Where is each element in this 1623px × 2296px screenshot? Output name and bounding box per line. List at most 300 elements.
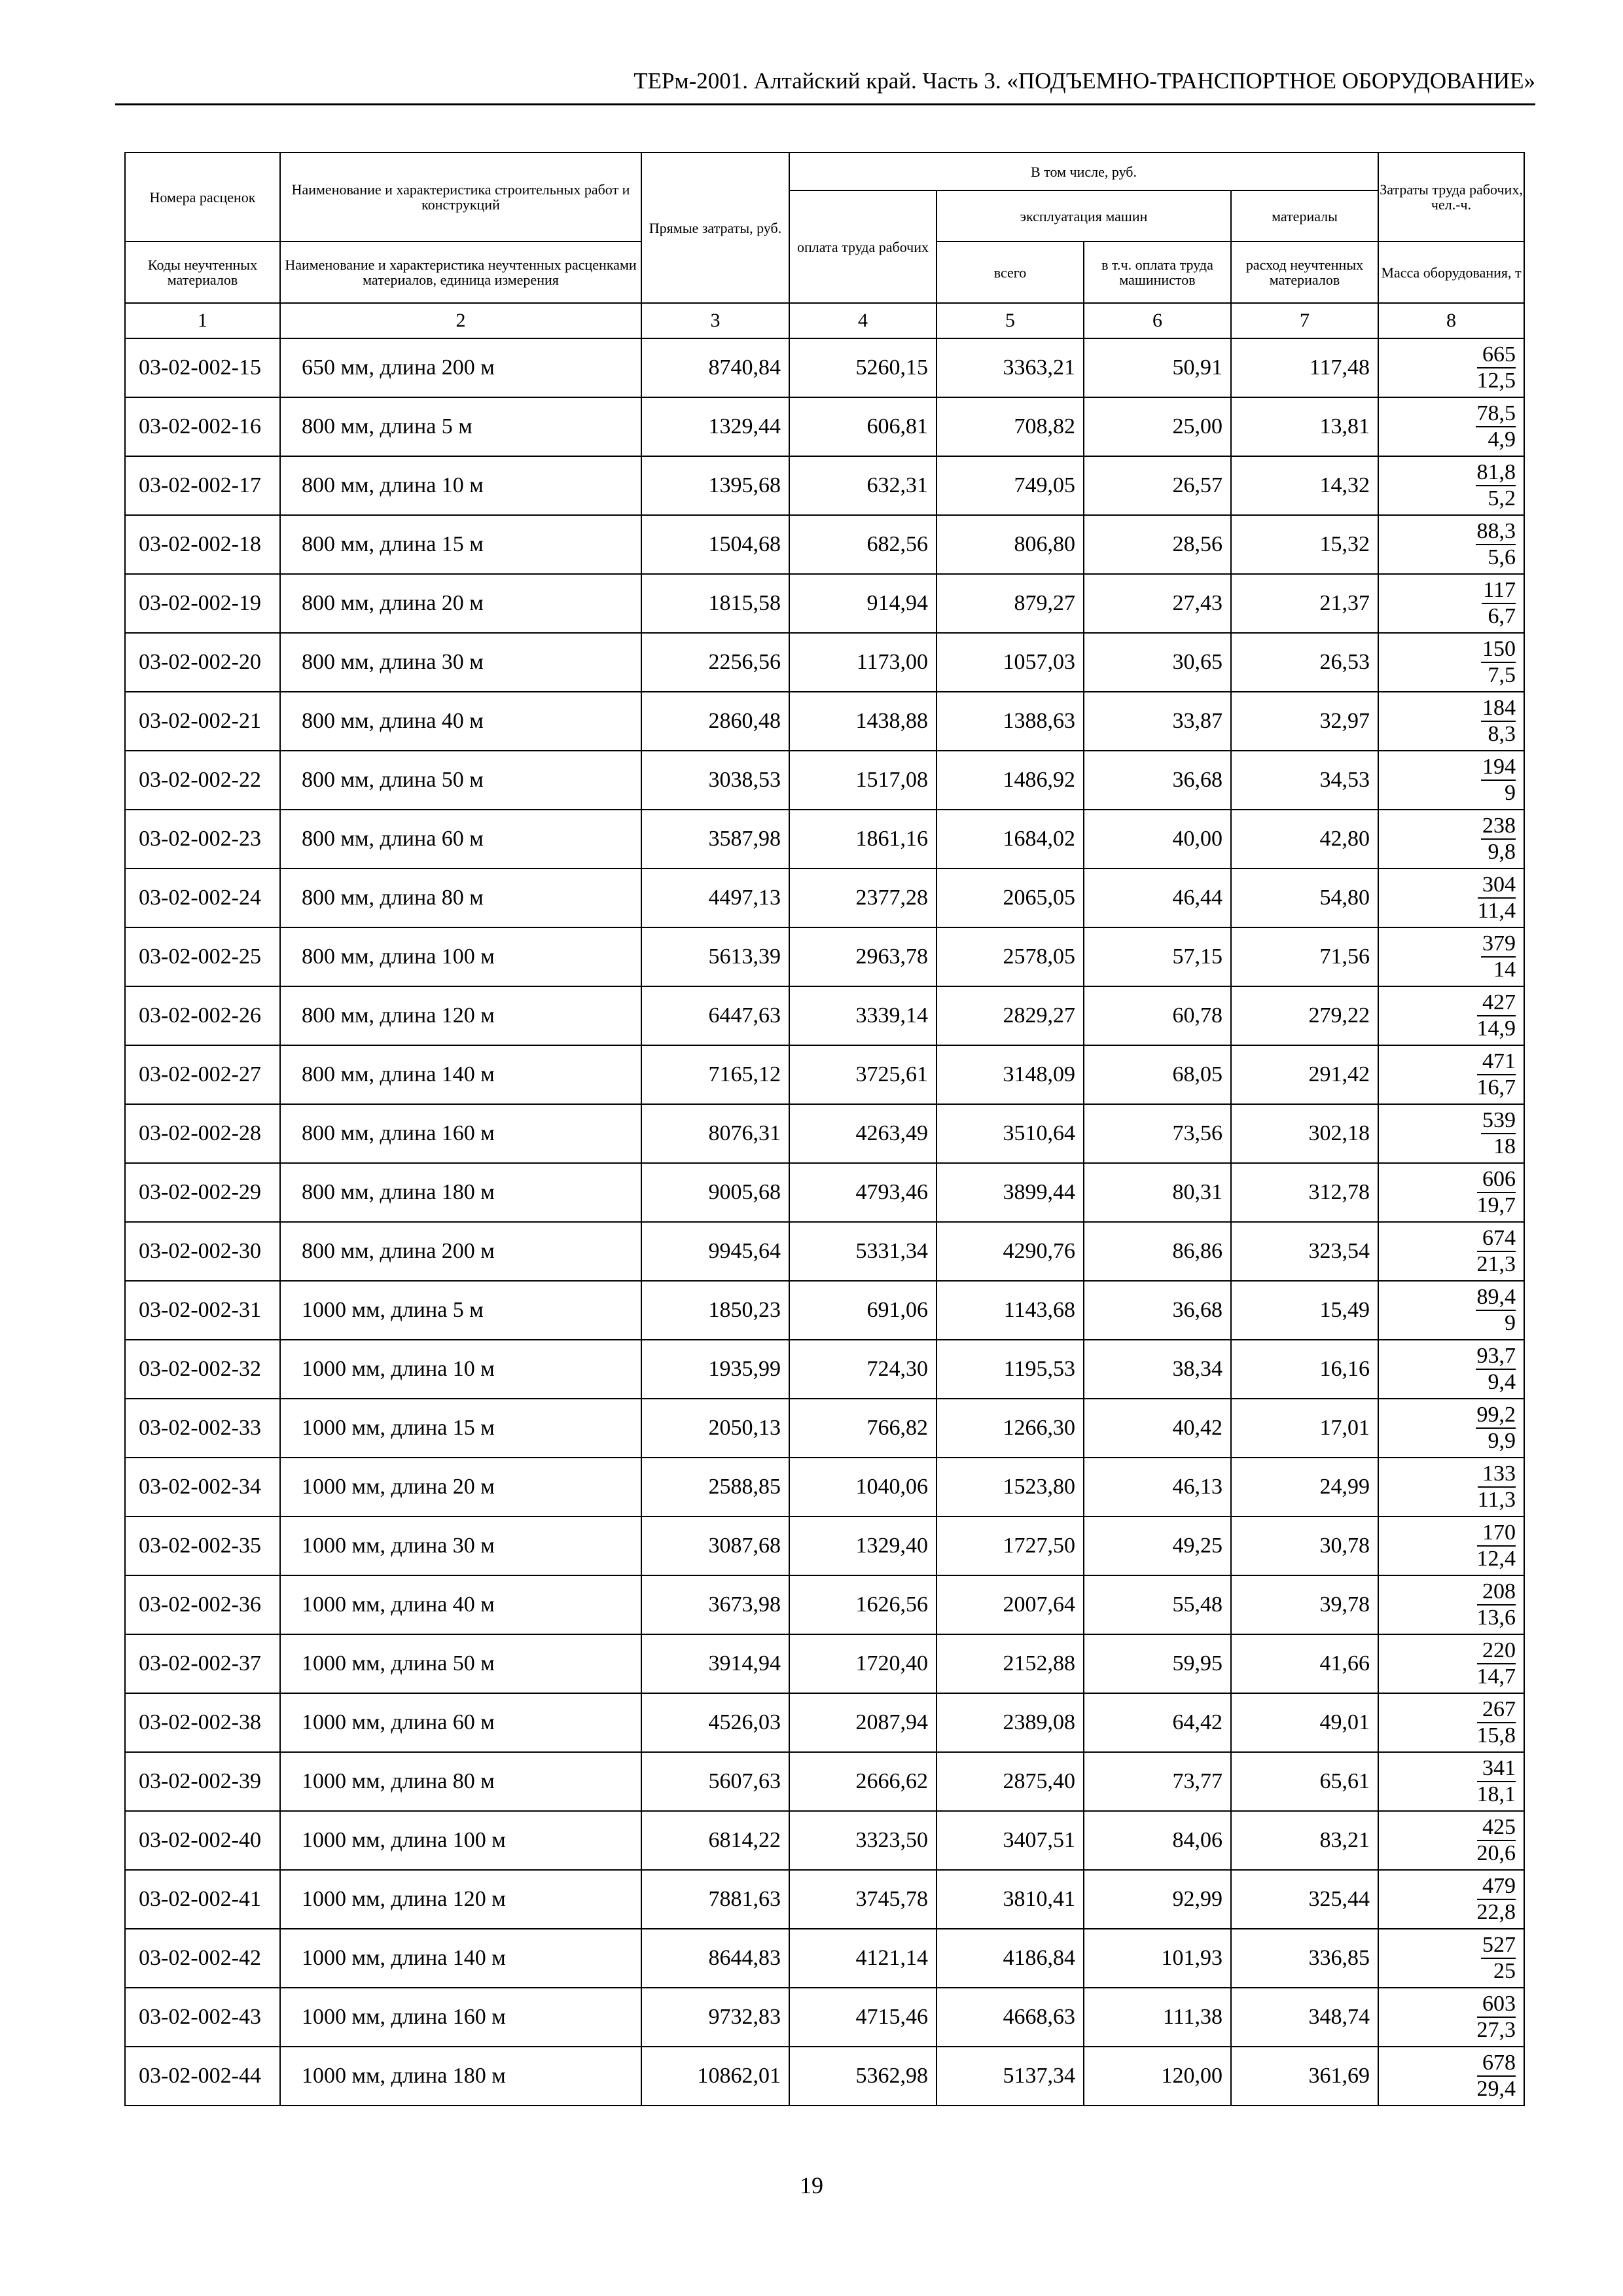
machines-total-cell: 3810,41 [936,1870,1084,1929]
operator-wages-cell: 33,87 [1084,692,1231,751]
direct-costs-cell: 1329,44 [641,397,789,456]
worker-wages-cell: 3339,14 [789,986,936,1045]
equipment-mass-value: 14,7 [1476,1664,1516,1689]
machines-total-cell: 2578,05 [936,927,1084,986]
header-unaccounted-materials: расход неучтенных материалов [1231,242,1378,303]
description-cell: 800 мм, длина 40 м [280,692,641,751]
equipment-mass-value: 16,7 [1476,1075,1516,1100]
table-row [125,2047,1524,2106]
equipment-mass-value: 5,2 [1488,486,1516,511]
labor-hours-value: 606 [1477,1167,1516,1193]
fraction-value [1477,1697,1516,1748]
worker-wages-cell: 632,31 [789,456,936,515]
labor-hours-value: 678 [1477,2051,1516,2077]
description-cell: 650 мм, длина 200 м [280,338,641,397]
materials-cell: 13,81 [1231,397,1378,456]
table-row [125,1870,1524,1929]
direct-costs-cell: 1850,23 [641,1281,789,1340]
direct-costs-cell: 9005,68 [641,1163,789,1222]
table-row [125,1281,1524,1340]
labor-hours-mass-cell [1378,1870,1524,1929]
operator-wages-cell: 27,43 [1084,574,1231,633]
labor-hours-value: 78,5 [1476,401,1516,427]
description-cell: 800 мм, длина 15 м [280,515,641,574]
direct-costs-cell: 8740,84 [641,338,789,397]
direct-costs-cell: 3587,98 [641,810,789,869]
machines-total-cell: 708,82 [936,397,1084,456]
materials-cell: 117,48 [1231,338,1378,397]
equipment-mass-value: 29,4 [1476,2077,1516,2101]
equipment-mass-value: 27,3 [1476,2018,1516,2042]
fraction-value [1481,931,1516,982]
table-row [125,456,1524,515]
equipment-mass-value: 11,4 [1477,899,1516,923]
equipment-mass-value: 9,4 [1488,1370,1516,1394]
description-cell: 1000 мм, длина 50 м [280,1634,641,1693]
machines-total-cell: 3510,64 [936,1104,1084,1163]
fraction-value [1477,1579,1516,1630]
labor-hours-mass-cell [1378,1281,1524,1340]
direct-costs-cell: 7165,12 [641,1045,789,1104]
column-number: 7 [1231,303,1378,338]
rate-code-cell: 03-02-002-33 [125,1399,280,1458]
direct-costs-cell: 2256,56 [641,633,789,692]
materials-cell: 24,99 [1231,1458,1378,1516]
operator-wages-cell: 46,44 [1084,869,1231,927]
operator-wages-cell: 38,34 [1084,1340,1231,1399]
header-including-group: В том числе, руб. [789,152,1378,190]
direct-costs-cell: 10862,01 [641,2047,789,2106]
description-cell: 1000 мм, длина 160 м [280,1988,641,2047]
materials-cell: 32,97 [1231,692,1378,751]
materials-cell: 21,37 [1231,574,1378,633]
description-cell: 800 мм, длина 60 м [280,810,641,869]
fraction-value [1477,1049,1516,1100]
table-row [125,1811,1524,1870]
equipment-mass-value: 15,8 [1476,1723,1516,1748]
equipment-mass-value: 9 [1505,781,1516,805]
table-row [125,1634,1524,1693]
table-row [125,515,1524,574]
table-row [125,1575,1524,1634]
rate-code-cell: 03-02-002-19 [125,574,280,633]
worker-wages-cell: 1173,00 [789,633,936,692]
labor-hours-value: 150 [1481,637,1516,663]
equipment-mass-value: 22,8 [1476,1900,1516,1924]
header-direct-costs: Прямые затраты, руб. [641,152,789,303]
machines-total-cell: 5137,34 [936,2047,1084,2106]
column-number: 3 [641,303,789,338]
materials-cell: 291,42 [1231,1045,1378,1104]
direct-costs-cell: 1395,68 [641,456,789,515]
table-row [125,633,1524,692]
rate-code-cell: 03-02-002-39 [125,1752,280,1811]
machines-total-cell: 2389,08 [936,1693,1084,1752]
fraction-value [1476,1285,1516,1336]
equipment-mass-value: 18 [1493,1134,1516,1158]
equipment-mass-value: 9,9 [1488,1429,1516,1453]
direct-costs-cell: 2860,48 [641,692,789,751]
column-number: 4 [789,303,936,338]
description-cell: 1000 мм, длина 120 м [280,1870,641,1929]
rate-code-cell: 03-02-002-43 [125,1988,280,2047]
header-materials: материалы [1231,190,1378,242]
operator-wages-cell: 55,48 [1084,1575,1231,1634]
labor-hours-value: 304 [1478,872,1516,899]
operator-wages-cell: 80,31 [1084,1163,1231,1222]
materials-cell: 323,54 [1231,1222,1378,1281]
worker-wages-cell: 4715,46 [789,1988,936,2047]
worker-wages-cell: 724,30 [789,1340,936,1399]
header-machine-operation: эксплуатация машин [936,190,1231,242]
direct-costs-cell: 2050,13 [641,1399,789,1458]
operator-wages-cell: 36,68 [1084,1281,1231,1340]
operator-wages-cell: 86,86 [1084,1222,1231,1281]
direct-costs-cell: 5613,39 [641,927,789,986]
worker-wages-cell: 1861,16 [789,810,936,869]
materials-cell: 361,69 [1231,2047,1378,2106]
direct-costs-cell: 1815,58 [641,574,789,633]
header-work-description: Наименование и характеристика строительных работ и конструкций [280,152,641,242]
equipment-mass-value: 20,6 [1476,1841,1516,1865]
table-row [125,1340,1524,1399]
rate-code-cell: 03-02-002-21 [125,692,280,751]
rate-code-cell: 03-02-002-20 [125,633,280,692]
rate-code-cell: 03-02-002-40 [125,1811,280,1870]
fraction-value [1481,637,1516,688]
table-body [125,338,1524,2106]
direct-costs-cell: 3087,68 [641,1516,789,1575]
fraction-value [1476,1403,1516,1454]
materials-cell: 312,78 [1231,1163,1378,1222]
materials-cell: 83,21 [1231,1811,1378,1870]
table-row [125,751,1524,810]
direct-costs-cell: 8644,83 [641,1929,789,1988]
table-row [125,1163,1524,1222]
materials-cell: 15,49 [1231,1281,1378,1340]
operator-wages-cell: 30,65 [1084,633,1231,692]
description-cell: 800 мм, длина 160 м [280,1104,641,1163]
worker-wages-cell: 1720,40 [789,1634,936,1693]
column-number: 6 [1084,303,1231,338]
worker-wages-cell: 691,06 [789,1281,936,1340]
labor-hours-mass-cell [1378,1752,1524,1811]
operator-wages-cell: 111,38 [1084,1988,1231,2047]
rate-code-cell: 03-02-002-17 [125,456,280,515]
labor-hours-value: 194 [1481,755,1516,781]
table-row [125,1988,1524,2047]
rate-code-cell: 03-02-002-25 [125,927,280,986]
labor-hours-mass-cell [1378,2047,1524,2106]
materials-cell: 71,56 [1231,927,1378,986]
labor-hours-value: 479 [1477,1874,1516,1900]
operator-wages-cell: 28,56 [1084,515,1231,574]
labor-hours-mass-cell [1378,1340,1524,1399]
description-cell: 800 мм, длина 10 м [280,456,641,515]
description-cell: 1000 мм, длина 80 м [280,1752,641,1811]
equipment-mass-value: 14,9 [1476,1016,1516,1041]
machines-total-cell: 1486,92 [936,751,1084,810]
description-cell: 800 мм, длина 50 м [280,751,641,810]
rate-code-cell: 03-02-002-15 [125,338,280,397]
labor-hours-mass-cell [1378,869,1524,927]
labor-hours-value: 674 [1477,1226,1516,1252]
rate-code-cell: 03-02-002-42 [125,1929,280,1988]
rate-code-cell: 03-02-002-38 [125,1693,280,1752]
labor-hours-mass-cell [1378,1516,1524,1575]
table-row [125,869,1524,927]
worker-wages-cell: 4121,14 [789,1929,936,1988]
worker-wages-cell: 3725,61 [789,1045,936,1104]
fraction-value [1477,1520,1516,1571]
machines-total-cell: 4186,84 [936,1929,1084,1988]
worker-wages-cell: 2377,28 [789,869,936,927]
labor-hours-mass-cell [1378,927,1524,986]
header-rate-numbers: Номера расценок [125,152,280,242]
materials-cell: 39,78 [1231,1575,1378,1634]
fraction-value [1481,1108,1516,1159]
operator-wages-cell: 92,99 [1084,1870,1231,1929]
header-operator-wages: в т.ч. оплата труда машинистов [1084,242,1231,303]
rate-code-cell: 03-02-002-24 [125,869,280,927]
labor-hours-value: 208 [1477,1579,1516,1605]
labor-hours-mass-cell [1378,692,1524,751]
table-row [125,692,1524,751]
labor-hours-mass-cell [1378,1104,1524,1163]
labor-hours-value: 665 [1477,342,1516,368]
direct-costs-cell: 1935,99 [641,1340,789,1399]
column-number: 5 [936,303,1084,338]
fraction-value [1477,1638,1516,1689]
table-row [125,927,1524,986]
labor-hours-mass-cell [1378,1811,1524,1870]
direct-costs-cell: 4526,03 [641,1693,789,1752]
labor-hours-value: 471 [1477,1049,1516,1075]
rate-code-cell: 03-02-002-23 [125,810,280,869]
description-cell: 800 мм, длина 20 м [280,574,641,633]
operator-wages-cell: 36,68 [1084,751,1231,810]
machines-total-cell: 1057,03 [936,633,1084,692]
operator-wages-cell: 49,25 [1084,1516,1231,1575]
fraction-value [1476,519,1516,570]
document-header-title: ТЕРм-2001. Алтайский край. Часть 3. «ПОДЪЕМНО-ТРАНСПОРТНОЕ ОБОРУДОВАНИЕ» [633,68,1535,94]
operator-wages-cell: 84,06 [1084,1811,1231,1870]
direct-costs-cell: 2588,85 [641,1458,789,1516]
machines-total-cell: 1684,02 [936,810,1084,869]
worker-wages-cell: 5362,98 [789,2047,936,2106]
labor-hours-value: 93,7 [1476,1344,1516,1370]
materials-cell: 65,61 [1231,1752,1378,1811]
column-number: 8 [1378,303,1524,338]
header-worker-wages: оплата труда рабочих [789,190,936,303]
equipment-mass-value: 9,8 [1488,840,1516,864]
labor-hours-mass-cell [1378,397,1524,456]
rate-code-cell: 03-02-002-22 [125,751,280,810]
machines-total-cell: 2065,05 [936,869,1084,927]
labor-hours-mass-cell [1378,1163,1524,1222]
fraction-value [1477,1167,1516,1218]
materials-cell: 279,22 [1231,986,1378,1045]
fraction-value [1476,401,1516,452]
equipment-mass-value: 9 [1505,1311,1516,1335]
operator-wages-cell: 64,42 [1084,1693,1231,1752]
direct-costs-cell: 9732,83 [641,1988,789,2047]
operator-wages-cell: 73,77 [1084,1752,1231,1811]
equipment-mass-value: 13,6 [1476,1605,1516,1630]
operator-wages-cell: 40,00 [1084,810,1231,869]
machines-total-cell: 1266,30 [936,1399,1084,1458]
materials-cell: 34,53 [1231,751,1378,810]
description-cell: 1000 мм, длина 180 м [280,2047,641,2106]
rate-code-cell: 03-02-002-28 [125,1104,280,1163]
fraction-value [1477,2051,1516,2102]
labor-hours-mass-cell [1378,810,1524,869]
equipment-mass-value: 25 [1493,1959,1516,1983]
machines-total-cell: 749,05 [936,456,1084,515]
labor-hours-mass-cell [1378,1575,1524,1634]
table-row [125,338,1524,397]
description-cell: 800 мм, длина 120 м [280,986,641,1045]
table-row [125,574,1524,633]
worker-wages-cell: 5260,15 [789,338,936,397]
description-cell: 1000 мм, длина 100 м [280,1811,641,1870]
direct-costs-cell: 5607,63 [641,1752,789,1811]
equipment-mass-value: 12,5 [1476,368,1516,393]
operator-wages-cell: 101,93 [1084,1929,1231,1988]
worker-wages-cell: 4793,46 [789,1163,936,1222]
labor-hours-value: 425 [1477,1815,1516,1841]
table-row [125,1693,1524,1752]
labor-hours-mass-cell [1378,1458,1524,1516]
labor-hours-value: 117 [1482,578,1516,604]
fraction-value [1481,1933,1516,1984]
materials-cell: 17,01 [1231,1399,1378,1458]
labor-hours-value: 238 [1481,814,1516,840]
description-cell: 800 мм, длина 100 м [280,927,641,986]
machines-total-cell: 2007,64 [936,1575,1084,1634]
description-cell: 800 мм, длина 5 м [280,397,641,456]
equipment-mass-value: 11,3 [1477,1488,1516,1512]
labor-hours-value: 81,8 [1476,460,1516,486]
description-cell: 1000 мм, длина 10 м [280,1340,641,1399]
materials-cell: 49,01 [1231,1693,1378,1752]
machines-total-cell: 4668,63 [936,1988,1084,2047]
header-material-codes: Коды неучтенных материалов [125,242,280,303]
materials-cell: 336,85 [1231,1929,1378,1988]
table-row [125,1045,1524,1104]
table-row [125,1104,1524,1163]
worker-wages-cell: 2666,62 [789,1752,936,1811]
labor-hours-value: 220 [1477,1638,1516,1664]
header-machines-total: всего [936,242,1084,303]
table-row [125,1752,1524,1811]
direct-costs-cell: 6814,22 [641,1811,789,1870]
worker-wages-cell: 2963,78 [789,927,936,986]
labor-hours-mass-cell [1378,515,1524,574]
direct-costs-cell: 7881,63 [641,1870,789,1929]
column-number: 2 [280,303,641,338]
rate-code-cell: 03-02-002-26 [125,986,280,1045]
operator-wages-cell: 59,95 [1084,1634,1231,1693]
materials-cell: 325,44 [1231,1870,1378,1929]
description-cell: 1000 мм, длина 140 м [280,1929,641,1988]
rates-table [124,152,1525,2106]
description-cell: 800 мм, длина 80 м [280,869,641,927]
labor-hours-value: 267 [1477,1697,1516,1723]
machines-total-cell: 1523,80 [936,1458,1084,1516]
labor-hours-value: 527 [1481,1933,1516,1959]
labor-hours-mass-cell [1378,1988,1524,2047]
equipment-mass-value: 4,9 [1488,427,1516,452]
materials-cell: 41,66 [1231,1634,1378,1693]
labor-hours-value: 379 [1481,931,1516,958]
labor-hours-value: 88,3 [1476,519,1516,545]
description-cell: 1000 мм, длина 40 м [280,1575,641,1634]
fraction-value [1482,578,1516,629]
description-cell: 800 мм, длина 200 м [280,1222,641,1281]
operator-wages-cell: 57,15 [1084,927,1231,986]
fraction-value [1477,1226,1516,1277]
fraction-value [1478,872,1516,924]
operator-wages-cell: 46,13 [1084,1458,1231,1516]
direct-costs-cell: 4497,13 [641,869,789,927]
labor-hours-mass-cell [1378,633,1524,692]
fraction-value [1477,1992,1516,2043]
rate-code-cell: 03-02-002-27 [125,1045,280,1104]
machines-total-cell: 3407,51 [936,1811,1084,1870]
fraction-value [1477,990,1516,1041]
operator-wages-cell: 60,78 [1084,986,1231,1045]
direct-costs-cell: 9945,64 [641,1222,789,1281]
materials-cell: 30,78 [1231,1516,1378,1575]
machines-total-cell: 1195,53 [936,1340,1084,1399]
header-material-description: Наименование и характеристика неучтенных расценками материалов, единица измерения [280,242,641,303]
operator-wages-cell: 68,05 [1084,1045,1231,1104]
machines-total-cell: 2152,88 [936,1634,1084,1693]
rate-code-cell: 03-02-002-29 [125,1163,280,1222]
table-row [125,1458,1524,1516]
worker-wages-cell: 3745,78 [789,1870,936,1929]
table-row [125,986,1524,1045]
column-numbers-row [125,303,1524,338]
equipment-mass-value: 14 [1493,958,1516,982]
worker-wages-cell: 3323,50 [789,1811,936,1870]
machines-total-cell: 3363,21 [936,338,1084,397]
worker-wages-cell: 4263,49 [789,1104,936,1163]
labor-hours-value: 539 [1481,1108,1516,1134]
materials-cell: 302,18 [1231,1104,1378,1163]
fraction-value [1477,1756,1516,1807]
worker-wages-cell: 2087,94 [789,1693,936,1752]
worker-wages-cell: 606,81 [789,397,936,456]
materials-cell: 54,80 [1231,869,1378,927]
labor-hours-value: 170 [1477,1520,1516,1547]
worker-wages-cell: 1626,56 [789,1575,936,1634]
fraction-value [1476,1344,1516,1395]
header-equipment-mass: Масса оборудования, т [1378,242,1524,303]
labor-hours-value: 89,4 [1476,1285,1516,1311]
operator-wages-cell: 25,00 [1084,397,1231,456]
direct-costs-cell: 3038,53 [641,751,789,810]
worker-wages-cell: 1329,40 [789,1516,936,1575]
rate-code-cell: 03-02-002-32 [125,1340,280,1399]
table-row [125,1929,1524,1988]
rate-code-cell: 03-02-002-34 [125,1458,280,1516]
equipment-mass-value: 7,5 [1488,663,1516,687]
operator-wages-cell: 120,00 [1084,2047,1231,2106]
labor-hours-value: 427 [1477,990,1516,1016]
materials-cell: 348,74 [1231,1988,1378,2047]
